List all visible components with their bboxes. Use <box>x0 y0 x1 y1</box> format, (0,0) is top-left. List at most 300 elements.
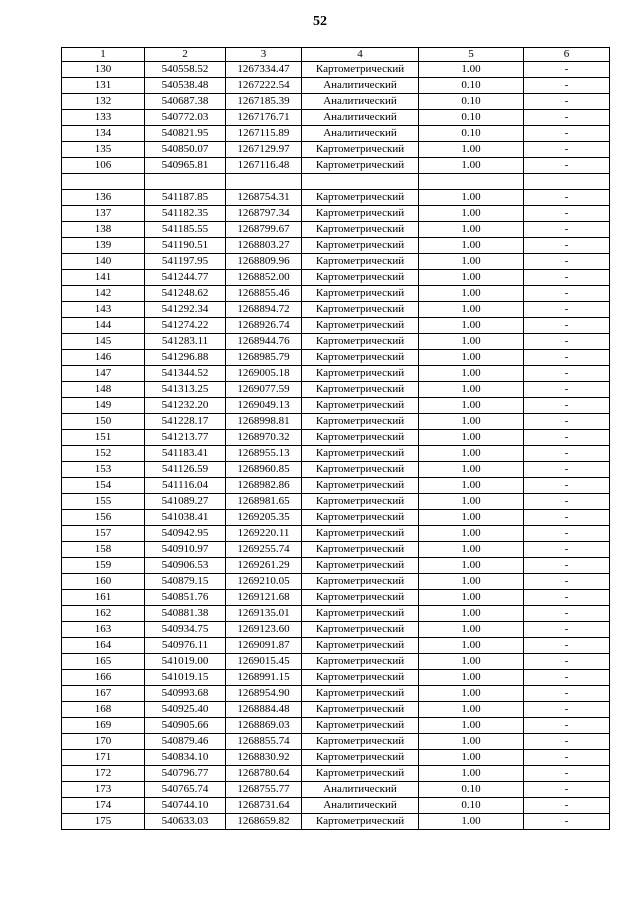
x-coordinate-cell: 541228.17 <box>145 414 226 430</box>
table-row <box>62 686 610 702</box>
accuracy-cell: 1.00 <box>419 622 524 638</box>
x-coordinate-cell: 541038.41 <box>145 510 226 526</box>
y-coordinate-cell: 1267334.47 <box>226 62 302 78</box>
accuracy-cell: 1.00 <box>419 222 524 238</box>
header-row <box>62 48 610 62</box>
table-row <box>62 654 610 670</box>
table-row <box>62 366 610 382</box>
method-cell: Картометрический <box>302 62 419 78</box>
note-cell: - <box>524 686 610 702</box>
x-coordinate-cell: 541185.55 <box>145 222 226 238</box>
table-row <box>62 318 610 334</box>
point-number-cell: 148 <box>62 382 145 398</box>
x-coordinate-cell: 541244.77 <box>145 270 226 286</box>
x-coordinate-cell: 540993.68 <box>145 686 226 702</box>
point-number-cell: 138 <box>62 222 145 238</box>
y-coordinate-cell: 1268855.46 <box>226 286 302 302</box>
point-number-cell: 106 <box>62 158 145 174</box>
accuracy-cell: 1.00 <box>419 254 524 270</box>
table-row <box>62 798 610 814</box>
y-coordinate-cell: 1269261.29 <box>226 558 302 574</box>
method-cell: Картометрический <box>302 238 419 254</box>
method-cell: Картометрический <box>302 142 419 158</box>
method-cell: Картометрический <box>302 334 419 350</box>
method-cell: Картометрический <box>302 718 419 734</box>
accuracy-cell: 1.00 <box>419 414 524 430</box>
x-coordinate-cell: 540965.81 <box>145 158 226 174</box>
method-cell: Аналитический <box>302 110 419 126</box>
accuracy-cell: 0.10 <box>419 78 524 94</box>
accuracy-cell: 1.00 <box>419 494 524 510</box>
method-cell: Картометрический <box>302 750 419 766</box>
point-number-cell: 171 <box>62 750 145 766</box>
x-coordinate-cell: 540851.76 <box>145 590 226 606</box>
method-cell: Картометрический <box>302 654 419 670</box>
table-row <box>62 542 610 558</box>
x-coordinate-cell: 541187.85 <box>145 190 226 206</box>
y-coordinate-cell: 1269205.35 <box>226 510 302 526</box>
x-coordinate-cell: 541344.52 <box>145 366 226 382</box>
point-number-cell: 147 <box>62 366 145 382</box>
y-coordinate-cell: 1267115.89 <box>226 126 302 142</box>
accuracy-cell: 1.00 <box>419 750 524 766</box>
x-coordinate-cell: 541197.95 <box>145 254 226 270</box>
y-coordinate-cell: 1268869.03 <box>226 718 302 734</box>
method-cell: Картометрический <box>302 430 419 446</box>
y-coordinate-cell: 1268754.31 <box>226 190 302 206</box>
note-cell: - <box>524 750 610 766</box>
accuracy-cell: 1.00 <box>419 574 524 590</box>
note-cell: - <box>524 270 610 286</box>
method-cell: Аналитический <box>302 78 419 94</box>
note-cell: - <box>524 94 610 110</box>
header-cell: 2 <box>145 48 226 62</box>
table-row <box>62 398 610 414</box>
note-cell: - <box>524 286 610 302</box>
accuracy-cell: 1.00 <box>419 766 524 782</box>
point-number-cell: 149 <box>62 398 145 414</box>
method-cell: Картометрический <box>302 206 419 222</box>
method-cell: Картометрический <box>302 702 419 718</box>
accuracy-cell: 1.00 <box>419 190 524 206</box>
x-coordinate-cell: 541089.27 <box>145 494 226 510</box>
x-coordinate-cell: 540796.77 <box>145 766 226 782</box>
method-cell: Картометрический <box>302 606 419 622</box>
y-coordinate-cell: 1267222.54 <box>226 78 302 94</box>
point-number-cell: 140 <box>62 254 145 270</box>
method-cell: Картометрический <box>302 814 419 830</box>
note-cell: - <box>524 302 610 318</box>
note-cell: - <box>524 638 610 654</box>
accuracy-cell: 1.00 <box>419 142 524 158</box>
note-cell <box>524 174 610 190</box>
method-cell: Картометрический <box>302 590 419 606</box>
y-coordinate-cell: 1269210.05 <box>226 574 302 590</box>
y-coordinate-cell: 1268970.32 <box>226 430 302 446</box>
point-number-cell: 130 <box>62 62 145 78</box>
accuracy-cell: 0.10 <box>419 782 524 798</box>
x-coordinate-cell <box>145 174 226 190</box>
note-cell: - <box>524 702 610 718</box>
method-cell: Картометрический <box>302 222 419 238</box>
accuracy-cell: 0.10 <box>419 110 524 126</box>
y-coordinate-cell: 1269049.13 <box>226 398 302 414</box>
point-number-cell: 156 <box>62 510 145 526</box>
y-coordinate-cell: 1268981.65 <box>226 494 302 510</box>
point-number-cell: 173 <box>62 782 145 798</box>
table-row <box>62 158 610 174</box>
y-coordinate-cell: 1268998.81 <box>226 414 302 430</box>
y-coordinate-cell: 1268797.34 <box>226 206 302 222</box>
note-cell: - <box>524 142 610 158</box>
accuracy-cell: 1.00 <box>419 366 524 382</box>
x-coordinate-cell: 541182.35 <box>145 206 226 222</box>
y-coordinate-cell: 1268926.74 <box>226 318 302 334</box>
note-cell: - <box>524 254 610 270</box>
point-number-cell: 143 <box>62 302 145 318</box>
y-coordinate-cell: 1267129.97 <box>226 142 302 158</box>
y-coordinate-cell: 1268884.48 <box>226 702 302 718</box>
method-cell: Картометрический <box>302 254 419 270</box>
method-cell: Картометрический <box>302 190 419 206</box>
y-coordinate-cell: 1268803.27 <box>226 238 302 254</box>
table-row <box>62 222 610 238</box>
accuracy-cell: 1.00 <box>419 302 524 318</box>
accuracy-cell: 1.00 <box>419 606 524 622</box>
point-number-cell: 146 <box>62 350 145 366</box>
point-number-cell: 151 <box>62 430 145 446</box>
point-number-cell: 172 <box>62 766 145 782</box>
table-row <box>62 254 610 270</box>
note-cell: - <box>524 430 610 446</box>
y-coordinate-cell: 1268991.15 <box>226 670 302 686</box>
table-row <box>62 718 610 734</box>
x-coordinate-cell: 541296.88 <box>145 350 226 366</box>
table-row <box>62 382 610 398</box>
x-coordinate-cell: 540879.15 <box>145 574 226 590</box>
note-cell: - <box>524 590 610 606</box>
y-coordinate-cell: 1269123.60 <box>226 622 302 638</box>
note-cell: - <box>524 766 610 782</box>
note-cell: - <box>524 318 610 334</box>
x-coordinate-cell: 540633.03 <box>145 814 226 830</box>
accuracy-cell: 1.00 <box>419 718 524 734</box>
method-cell: Аналитический <box>302 94 419 110</box>
note-cell: - <box>524 494 610 510</box>
note-cell: - <box>524 814 610 830</box>
accuracy-cell: 1.00 <box>419 686 524 702</box>
table-row <box>62 110 610 126</box>
accuracy-cell: 1.00 <box>419 382 524 398</box>
table-row <box>62 574 610 590</box>
note-cell: - <box>524 478 610 494</box>
y-coordinate-cell: 1268755.77 <box>226 782 302 798</box>
note-cell: - <box>524 558 610 574</box>
accuracy-cell: 1.00 <box>419 590 524 606</box>
accuracy-cell: 1.00 <box>419 510 524 526</box>
note-cell: - <box>524 222 610 238</box>
y-coordinate-cell: 1268799.67 <box>226 222 302 238</box>
point-number-cell: 133 <box>62 110 145 126</box>
accuracy-cell <box>419 174 524 190</box>
y-coordinate-cell: 1268985.79 <box>226 350 302 366</box>
y-coordinate-cell: 1268894.72 <box>226 302 302 318</box>
point-number-cell: 163 <box>62 622 145 638</box>
point-number-cell: 168 <box>62 702 145 718</box>
x-coordinate-cell: 540976.11 <box>145 638 226 654</box>
y-coordinate-cell: 1268954.90 <box>226 686 302 702</box>
method-cell: Картометрический <box>302 670 419 686</box>
table-row <box>62 190 610 206</box>
table-row <box>62 78 610 94</box>
x-coordinate-cell: 540910.97 <box>145 542 226 558</box>
method-cell: Картометрический <box>302 158 419 174</box>
y-coordinate-cell: 1267185.39 <box>226 94 302 110</box>
x-coordinate-cell: 541190.51 <box>145 238 226 254</box>
x-coordinate-cell: 540821.95 <box>145 126 226 142</box>
point-number-cell: 160 <box>62 574 145 590</box>
point-number-cell: 153 <box>62 462 145 478</box>
x-coordinate-cell: 540744.10 <box>145 798 226 814</box>
point-number-cell: 139 <box>62 238 145 254</box>
accuracy-cell: 1.00 <box>419 478 524 494</box>
x-coordinate-cell: 541019.00 <box>145 654 226 670</box>
point-number-cell: 144 <box>62 318 145 334</box>
point-number-cell: 152 <box>62 446 145 462</box>
method-cell: Картометрический <box>302 478 419 494</box>
point-number-cell: 132 <box>62 94 145 110</box>
x-coordinate-cell: 540881.38 <box>145 606 226 622</box>
table-row <box>62 766 610 782</box>
table-row <box>62 590 610 606</box>
table-row <box>62 494 610 510</box>
y-coordinate-cell: 1268780.64 <box>226 766 302 782</box>
y-coordinate-cell: 1269005.18 <box>226 366 302 382</box>
y-coordinate-cell: 1268955.13 <box>226 446 302 462</box>
accuracy-cell: 1.00 <box>419 702 524 718</box>
point-number-cell <box>62 174 145 190</box>
table-row <box>62 478 610 494</box>
x-coordinate-cell: 540934.75 <box>145 622 226 638</box>
y-coordinate-cell: 1269015.45 <box>226 654 302 670</box>
point-number-cell: 141 <box>62 270 145 286</box>
x-coordinate-cell: 541213.77 <box>145 430 226 446</box>
table-row <box>62 558 610 574</box>
table-row <box>62 526 610 542</box>
note-cell: - <box>524 190 610 206</box>
point-number-cell: 159 <box>62 558 145 574</box>
accuracy-cell: 1.00 <box>419 158 524 174</box>
table-row <box>62 462 610 478</box>
accuracy-cell: 0.10 <box>419 94 524 110</box>
point-number-cell: 161 <box>62 590 145 606</box>
x-coordinate-cell: 540942.95 <box>145 526 226 542</box>
y-coordinate-cell: 1268944.76 <box>226 334 302 350</box>
y-coordinate-cell: 1268731.64 <box>226 798 302 814</box>
y-coordinate-cell: 1268855.74 <box>226 734 302 750</box>
accuracy-cell: 1.00 <box>419 334 524 350</box>
x-coordinate-cell: 540906.53 <box>145 558 226 574</box>
table-row <box>62 814 610 830</box>
header-cell: 1 <box>62 48 145 62</box>
x-coordinate-cell: 541248.62 <box>145 286 226 302</box>
method-cell: Картометрический <box>302 494 419 510</box>
note-cell: - <box>524 606 610 622</box>
method-cell: Картометрический <box>302 366 419 382</box>
table-row <box>62 446 610 462</box>
table-row <box>62 142 610 158</box>
table-row <box>62 350 610 366</box>
accuracy-cell: 1.00 <box>419 238 524 254</box>
x-coordinate-cell: 541283.11 <box>145 334 226 350</box>
accuracy-cell: 1.00 <box>419 62 524 78</box>
table-row <box>62 670 610 686</box>
y-coordinate-cell: 1267116.48 <box>226 158 302 174</box>
x-coordinate-cell: 541019.15 <box>145 670 226 686</box>
y-coordinate-cell: 1268960.85 <box>226 462 302 478</box>
accuracy-cell: 1.00 <box>419 654 524 670</box>
note-cell: - <box>524 366 610 382</box>
note-cell: - <box>524 78 610 94</box>
point-number-cell: 135 <box>62 142 145 158</box>
note-cell: - <box>524 126 610 142</box>
note-cell: - <box>524 622 610 638</box>
y-coordinate-cell: 1269135.01 <box>226 606 302 622</box>
method-cell: Картометрический <box>302 302 419 318</box>
method-cell: Картометрический <box>302 270 419 286</box>
header-cell: 6 <box>524 48 610 62</box>
note-cell: - <box>524 654 610 670</box>
method-cell: Картометрический <box>302 318 419 334</box>
table-row <box>62 734 610 750</box>
method-cell: Аналитический <box>302 126 419 142</box>
table-row <box>62 302 610 318</box>
note-cell: - <box>524 398 610 414</box>
method-cell: Картометрический <box>302 542 419 558</box>
table-row <box>62 270 610 286</box>
x-coordinate-cell: 541116.04 <box>145 478 226 494</box>
table-row <box>62 62 610 78</box>
point-number-cell: 166 <box>62 670 145 686</box>
point-number-cell: 167 <box>62 686 145 702</box>
note-cell: - <box>524 62 610 78</box>
note-cell: - <box>524 718 610 734</box>
note-cell: - <box>524 238 610 254</box>
method-cell: Картометрический <box>302 622 419 638</box>
accuracy-cell: 1.00 <box>419 558 524 574</box>
note-cell: - <box>524 782 610 798</box>
point-number-cell: 142 <box>62 286 145 302</box>
accuracy-cell: 1.00 <box>419 270 524 286</box>
point-number-cell: 162 <box>62 606 145 622</box>
x-coordinate-cell: 541183.41 <box>145 446 226 462</box>
method-cell: Картометрический <box>302 734 419 750</box>
y-coordinate-cell: 1268982.86 <box>226 478 302 494</box>
table-row <box>62 206 610 222</box>
method-cell: Картометрический <box>302 510 419 526</box>
table-row <box>62 126 610 142</box>
note-cell: - <box>524 510 610 526</box>
x-coordinate-cell: 541232.20 <box>145 398 226 414</box>
note-cell: - <box>524 350 610 366</box>
table-row <box>62 782 610 798</box>
note-cell: - <box>524 206 610 222</box>
accuracy-cell: 1.00 <box>419 734 524 750</box>
table-row <box>62 750 610 766</box>
accuracy-cell: 1.00 <box>419 350 524 366</box>
note-cell: - <box>524 798 610 814</box>
accuracy-cell: 1.00 <box>419 814 524 830</box>
note-cell: - <box>524 462 610 478</box>
note-cell: - <box>524 542 610 558</box>
method-cell: Картометрический <box>302 526 419 542</box>
note-cell: - <box>524 382 610 398</box>
accuracy-cell: 1.00 <box>419 286 524 302</box>
point-number-cell: 164 <box>62 638 145 654</box>
table-row <box>62 702 610 718</box>
table-row <box>62 606 610 622</box>
x-coordinate-cell: 540834.10 <box>145 750 226 766</box>
header-cell: 3 <box>226 48 302 62</box>
accuracy-cell: 1.00 <box>419 638 524 654</box>
y-coordinate-cell: 1269255.74 <box>226 542 302 558</box>
accuracy-cell: 1.00 <box>419 446 524 462</box>
method-cell: Картометрический <box>302 446 419 462</box>
table-row <box>62 286 610 302</box>
x-coordinate-cell: 540687.38 <box>145 94 226 110</box>
accuracy-cell: 0.10 <box>419 798 524 814</box>
accuracy-cell: 1.00 <box>419 430 524 446</box>
note-cell: - <box>524 670 610 686</box>
x-coordinate-cell: 540925.40 <box>145 702 226 718</box>
method-cell: Картометрический <box>302 286 419 302</box>
table-row <box>62 238 610 254</box>
y-coordinate-cell: 1269220.11 <box>226 526 302 542</box>
x-coordinate-cell: 540772.03 <box>145 110 226 126</box>
table-body <box>62 62 610 830</box>
accuracy-cell: 1.00 <box>419 670 524 686</box>
header-cell: 4 <box>302 48 419 62</box>
y-coordinate-cell: 1268852.00 <box>226 270 302 286</box>
note-cell: - <box>524 526 610 542</box>
y-coordinate-cell <box>226 174 302 190</box>
method-cell: Картометрический <box>302 558 419 574</box>
point-number-cell: 170 <box>62 734 145 750</box>
method-cell: Картометрический <box>302 462 419 478</box>
table-row <box>62 622 610 638</box>
method-cell: Картометрический <box>302 382 419 398</box>
point-number-cell: 136 <box>62 190 145 206</box>
method-cell: Картометрический <box>302 766 419 782</box>
table-row <box>62 414 610 430</box>
table-row <box>62 430 610 446</box>
accuracy-cell: 0.10 <box>419 126 524 142</box>
x-coordinate-cell: 540905.66 <box>145 718 226 734</box>
x-coordinate-cell: 541313.25 <box>145 382 226 398</box>
point-number-cell: 154 <box>62 478 145 494</box>
y-coordinate-cell: 1268830.92 <box>226 750 302 766</box>
accuracy-cell: 1.00 <box>419 542 524 558</box>
note-cell: - <box>524 334 610 350</box>
table-row <box>62 510 610 526</box>
x-coordinate-cell: 541274.22 <box>145 318 226 334</box>
y-coordinate-cell: 1269091.87 <box>226 638 302 654</box>
point-number-cell: 155 <box>62 494 145 510</box>
method-cell: Картометрический <box>302 574 419 590</box>
accuracy-cell: 1.00 <box>419 526 524 542</box>
note-cell: - <box>524 158 610 174</box>
y-coordinate-cell: 1268809.96 <box>226 254 302 270</box>
